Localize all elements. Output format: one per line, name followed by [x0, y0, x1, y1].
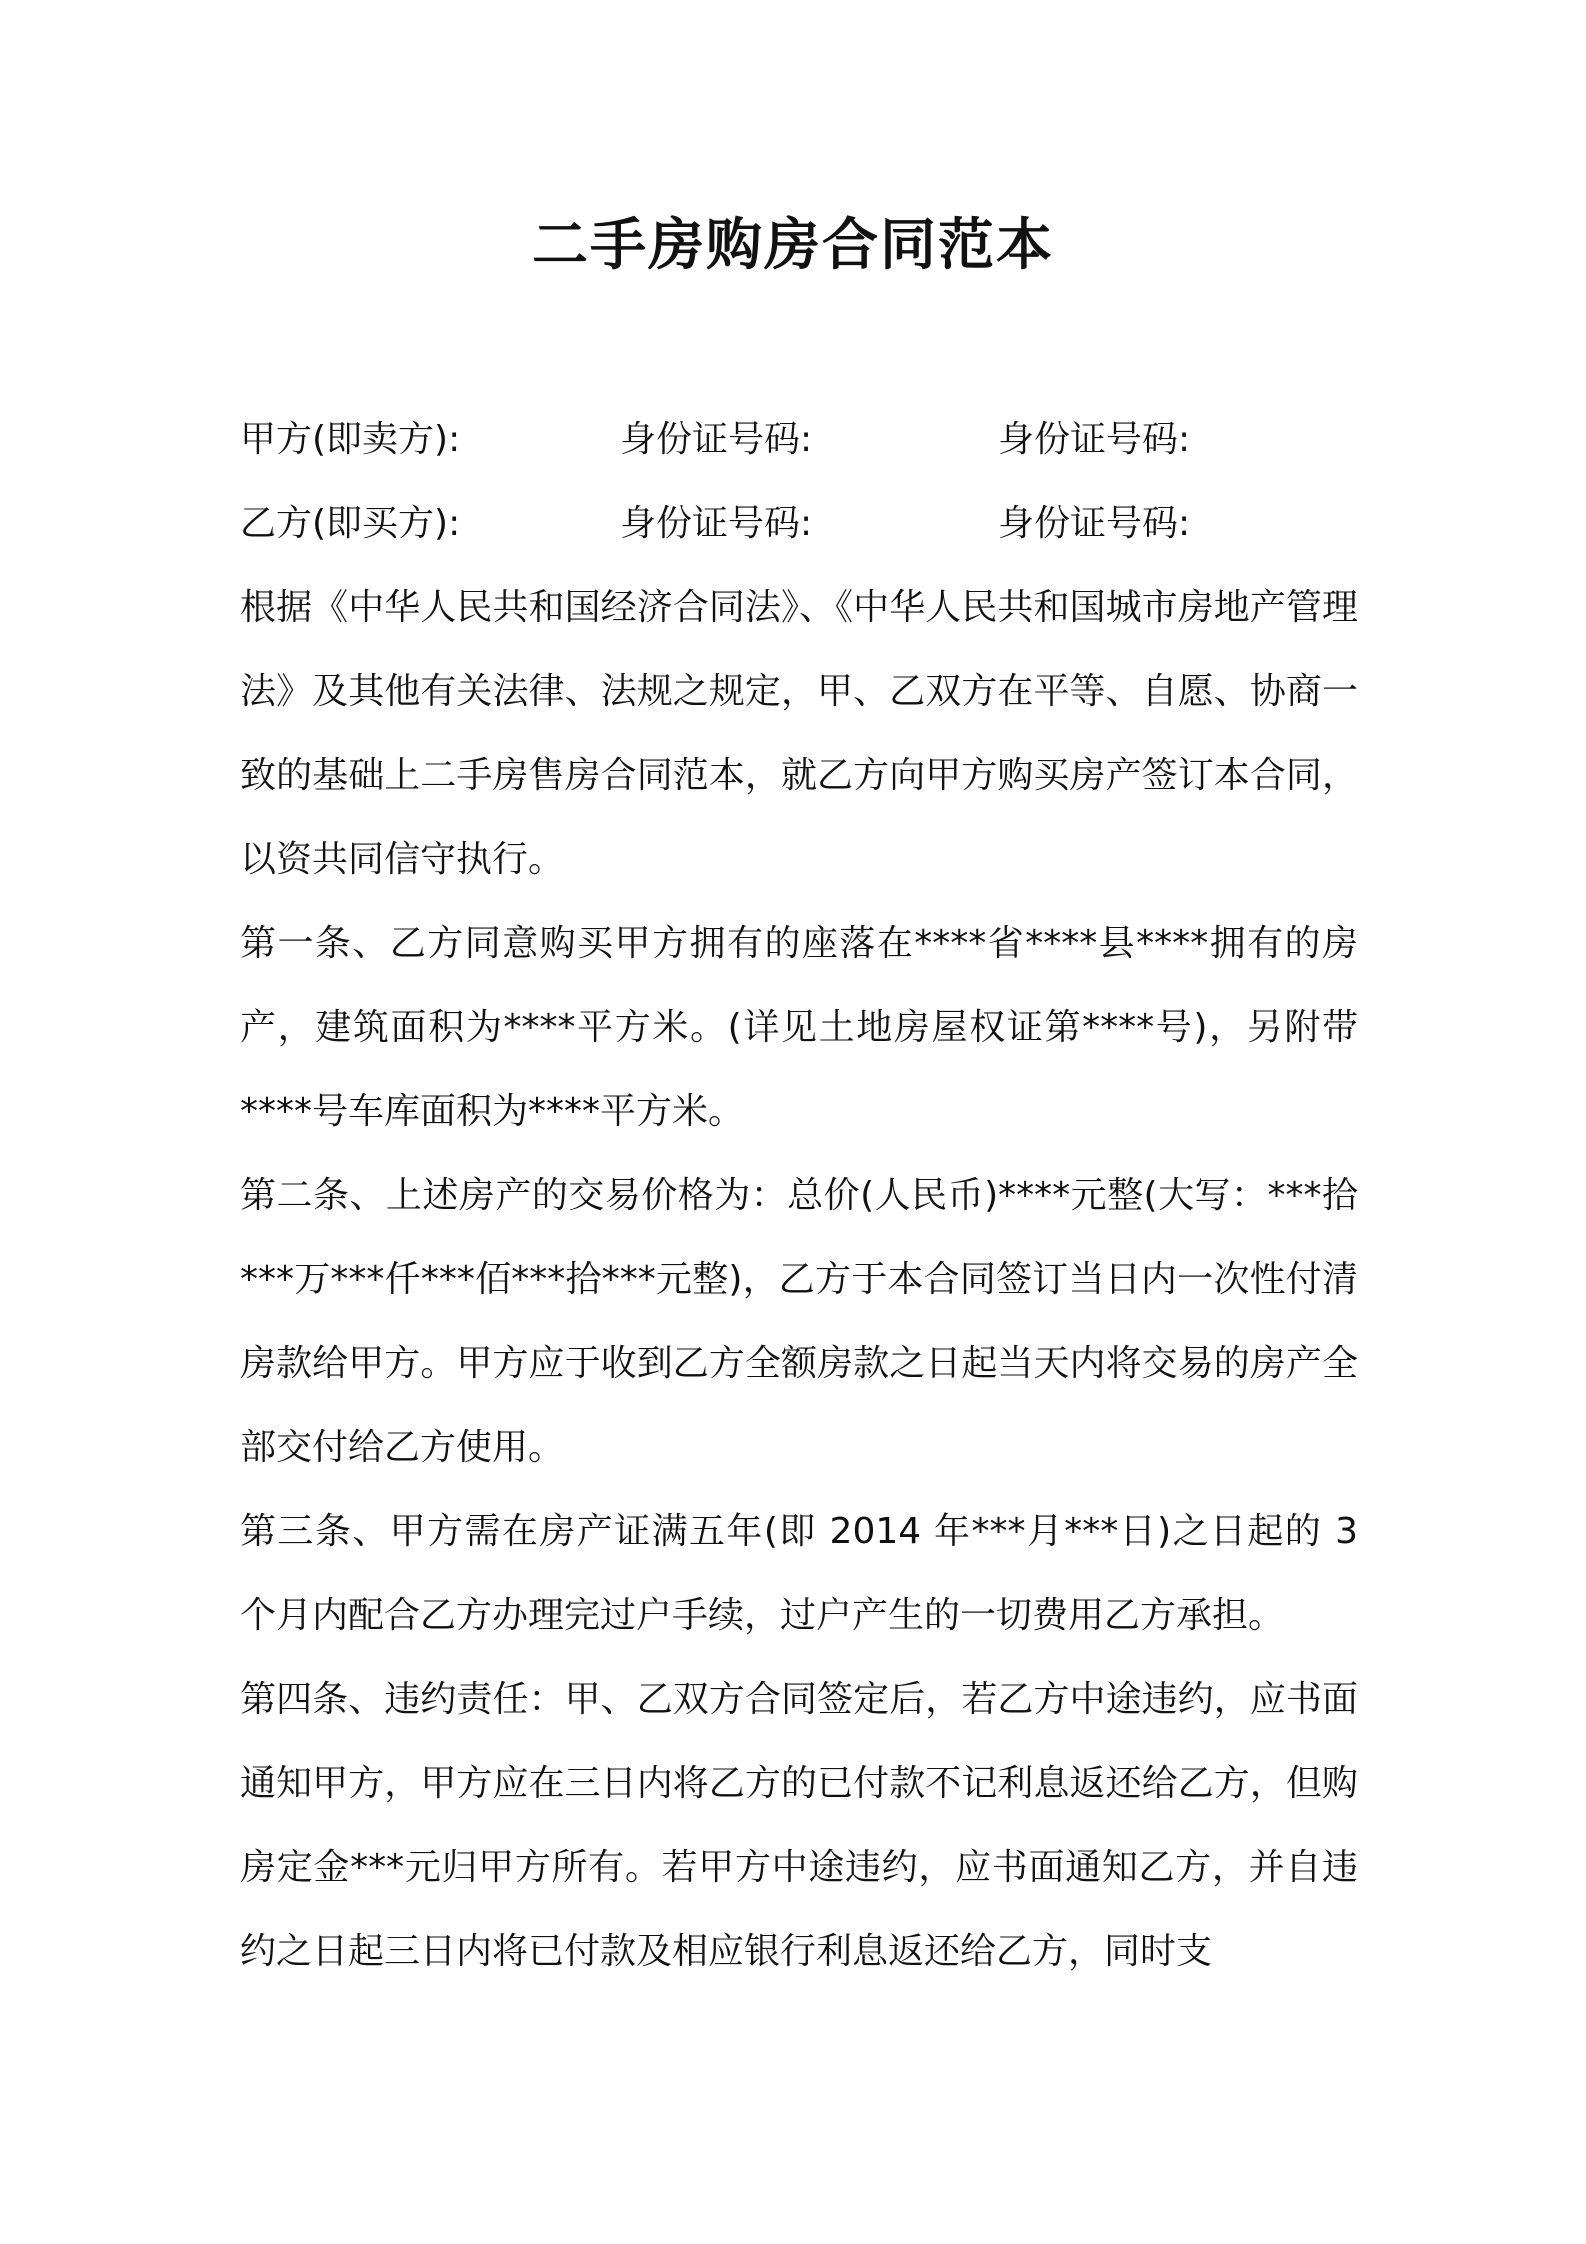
preamble-paragraph: 根据《中华人民共和国经济合同法》、《中华人民共和国城市房地产管理法》及其他有关法律、法规之规定，甲、乙双方在平等、自愿、协商一致的基础上二手房售房合同范本，就乙方向甲方购买房产签订本合同，以资共同信守执行。 [240, 587, 1358, 880]
buyer-id-label-1: 身份证号码: [620, 503, 813, 544]
buyer-label: 乙方(即买方): [240, 503, 461, 544]
article-2-paragraph: 第二条、上述房产的交易价格为：总价(人民币)****元整(大写：***拾***万***仟***佰***拾***元整)，乙方于本合同签订当日内一次性付清房款给甲方。甲方应于收到乙方全额房款之日起当天内将交易的房产全部交付给乙方使用。 [240, 1175, 1358, 1468]
seller-id-label-2: 身份证号码: [998, 419, 1191, 460]
seller-label: 甲方(即卖方): [240, 419, 461, 460]
seller-id-label-1: 身份证号码: [620, 419, 813, 460]
article-4-paragraph: 第四条、违约责任：甲、乙双方合同签定后，若乙方中途违约，应书面通知甲方，甲方应在三日内将乙方的已付款不记利息返还给乙方，但购房定金***元归甲方所有。若甲方中途违约，应书面通知乙方，并自违约之日起三日内将已付款及相应银行利息返还给乙方，同时支 [240, 1679, 1358, 1972]
document-title: 二手房购房合同范本 [532, 213, 1054, 278]
document-body [240, 398, 1358, 1994]
buyer-id-label-2: 身份证号码: [998, 503, 1191, 544]
article-3-paragraph: 第三条、甲方需在房产证满五年(即 2014 年***月***日)之日起的 3 个月内配合乙方办理完过户手续，过户产生的一切费用乙方承担。 [240, 1511, 1358, 1636]
article-1-paragraph: 第一条、乙方同意购买甲方拥有的座落在****省****县****拥有的房产，建筑面积为****平方米。(详见土地房屋权证第****号)，另附带****号车库面积为****平方米。 [240, 923, 1358, 1132]
seller-party-row [240, 398, 1358, 482]
buyer-party-row [240, 482, 1358, 566]
